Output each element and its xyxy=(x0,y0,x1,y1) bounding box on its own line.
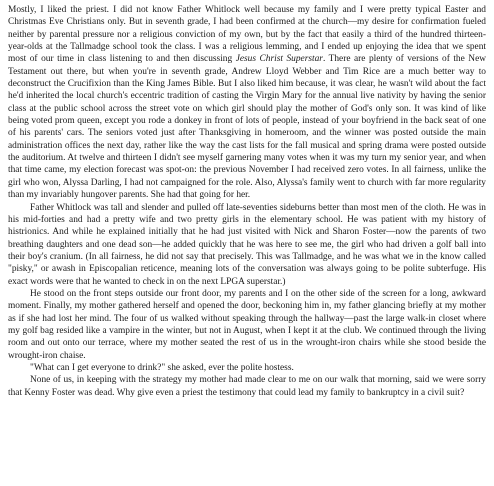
paragraph-2: Father Whitlock was tall and slender and pulled off late-seventies sideburns better than most men of the cloth. He was in his mid-forties and had a pretty wife and two pretty girls in the elementary school. He was patient with my history of histrionics. And while he explained initially that he had just visited with Nick and Sharon Foster—now the parents of two breathing daughters and one dead son—he added quickly that he was here to see me, the girl who had driven a golf ball into their boy's cranium. (In all fairness, he did not say that precisely. This was Tallmadge, and he was what we in the know called "pisky," or awash in Episcopalian reticence, meaning lots of the conversation was always going to be polite subterfuge. His exact words were that he wanted to check in on the next LPGA superstar.) xyxy=(8,202,486,287)
paragraph-5: None of us, in keeping with the strategy my mother had made clear to me on our walk that morning, said we were sorry that Kenny Foster was dead. Why give even a priest the testimony that could lead my family to bankruptcy in a civil suit? xyxy=(8,375,486,398)
paragraph-3: He stood on the front steps outside our front door, my parents and I on the other side of the screen for a long, awkward moment. Finally, my mother gathered herself and opened the door, beckoning him in, my father glancing briefly at my mother as if she had lost her mind. The four of us walked without speaking through the hallway—past the large walk-in closet where my golf bag resided like a vampire in the winter, but not in August, when I kept it at the club. We continued through the living room and out onto our terrace, where my mother seated the rest of us in the wrought-iron chairs while she stood beside the wrought-iron chaise. xyxy=(8,288,486,361)
paragraph-1-text-start: Mostly, I liked the priest. I did not know Father Whitlock well because my family and I were pretty typical Easter and Christmas Eve Christians only. But in seventh grade, I had been confirmed at the church—my desire for confirmation fueled neither by parental pressure nor a religious conviction of my own, but by the fact that easily a third of the hundred thirteen-year-olds at the Tallmadge school took the class. I was a religious lemming, and I ended up enjoying the idea that we spent most of our time in class listening to and then discussing xyxy=(8,5,486,65)
musical-title: Jesus Christ Superstar xyxy=(235,54,323,65)
paragraph-1-text-end: . There are plenty of versions of the New Testament out there, but when you're in seventh grade, Andrew Lloyd Webber and Tim Rice are a much better way to deconstruct the Crucifixion than the King James Bible. But I also liked him because, it was clear, he wasn't wild about the fact he'd inherited the local church's eccentric tradition of casting the Virgin Mary for the annual live nativity by having the senior class at the public school across the street vote on which girl should play the mother of God's only son. It was kind of like being voted prom queen, except you rode a donkey in front of lots of people, instead of your boyfriend in the back seat of one of his parents' cars. The seniors voted just after Thanksgiving in homeroom, and the winner was posted outside the main administration offices the next day, rather like the way the cast lists for the fall musical and spring drama were posted outside the auditorium. At twelve and thirteen I didn't see myself garnering many votes when it was my turn my senior year, and when that time came, my election forecast was spot-on: the previous November I had received zero votes. In all fairness, unlike the girl who won, Alyssa Darling, I had not campaigned for the role. Also, Alyssa's family went to church with far more regularity than my invariably hungover parents. She had that going for her. xyxy=(8,54,486,201)
paragraph-4: "What can I get everyone to drink?" she asked, ever the polite hostess. xyxy=(30,362,294,373)
paragraph-1 xyxy=(8,4,486,202)
